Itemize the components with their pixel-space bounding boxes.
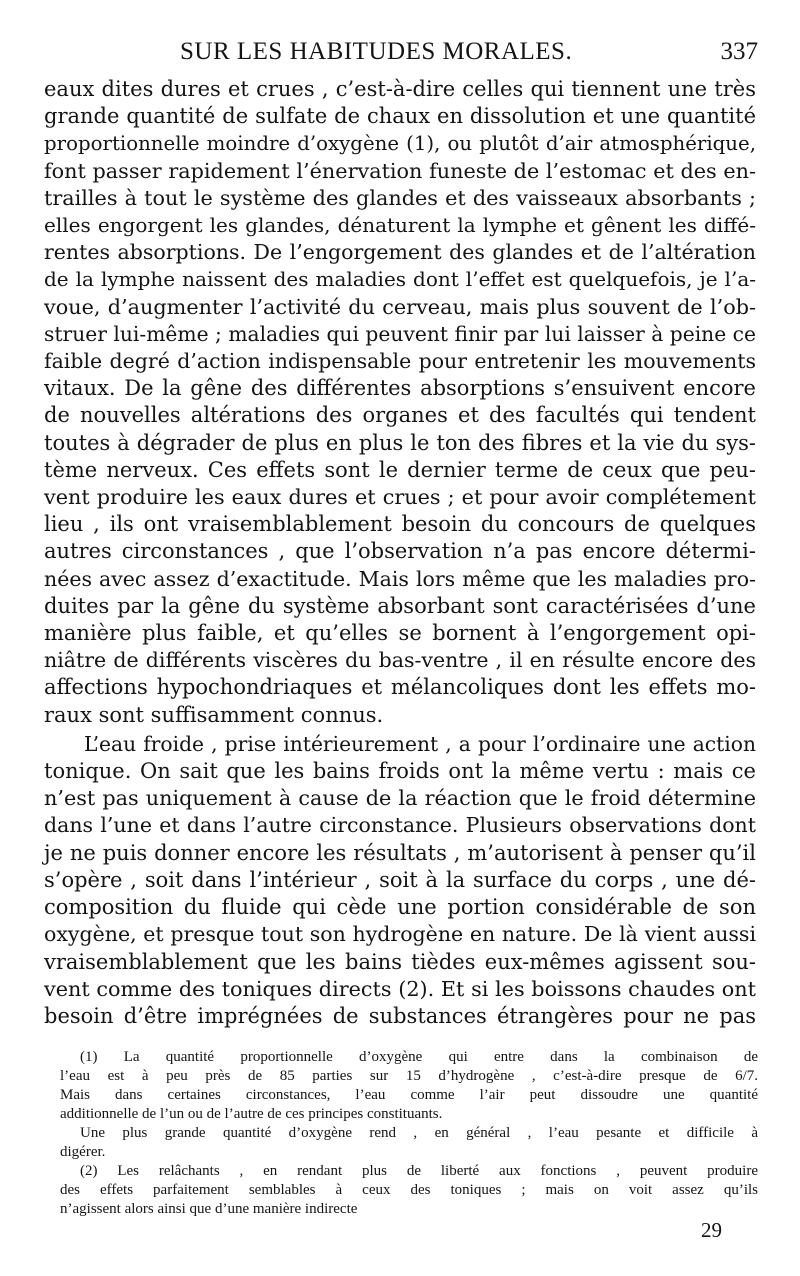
signature-mark: 29 xyxy=(701,1218,722,1242)
text-line: composition du fluide qui cède une portion considérable de son xyxy=(44,895,756,920)
running-title: SUR LES HABITUDES MORALES. xyxy=(180,38,573,65)
text-line: besoin d’être imprégnées de substances étrangères pour ne pas xyxy=(44,1003,756,1028)
text-line: affections hypochondriaques et mélancoliques dont les effets mo- xyxy=(44,675,756,700)
footnotes xyxy=(60,1048,758,1219)
footnote-line: additionnelle de l’un ou de l’autre de ces principes constituants. xyxy=(60,1106,443,1122)
footnote-line: Mais dans certaines circonstances, l’eau comme l’air peut dissoudre une quantité xyxy=(60,1087,758,1103)
text-line: tonique. On sait que les bains froids ont la même vertu : mais ce xyxy=(44,759,756,784)
text-line: vent comme des toniques directs (2). Et si les boissons chaudes ont xyxy=(44,976,756,1001)
text-line: vitaux. De la gêne des différentes absorptions s’ensuivent encore xyxy=(44,376,756,401)
text-line: voue, d’augmenter l’activité du cerveau, mais plus souvent de l’ob- xyxy=(44,294,756,319)
text-line: toutes à dégrader de plus en plus le ton des fibres et la vie du sys- xyxy=(44,430,756,455)
text-line: lieu , ils ont vraisemblablement besoin du concours de quelques xyxy=(44,512,756,537)
text-line: font passer rapidement l’énervation funeste de l’estomac et des en- xyxy=(44,158,756,183)
text-line: raux sont suffisamment connus. xyxy=(44,702,384,727)
text-line: s’opère , soit dans l’intérieur , soit à la surface du corps , une dé- xyxy=(44,867,756,892)
text-line: trailles à tout le système des glandes et des vaisseaux absorbants ; xyxy=(44,185,756,210)
footnote-line: des effets parfaitement semblables à ceux des toniques ; mais on voit assez qu’ils xyxy=(60,1182,758,1198)
text-line: duites par la gêne du système absorbant sont caractérisées d’une xyxy=(44,593,756,618)
text-line: proportionnelle moindre d’oxygène (1), ou plutôt d’air atmosphérique, xyxy=(44,132,756,156)
text-line: tème nerveux. Ces effets sont le dernier terme de ceux que peu- xyxy=(44,457,756,482)
text-line: grande quantité de sulfate de chaux en dissolution et une quantité xyxy=(44,104,756,129)
text-line: autres circonstances , que l’observation n’a pas encore détermi- xyxy=(44,539,756,564)
text-line: n’est pas uniquement à cause de la réaction que le froid détermine xyxy=(44,786,756,811)
footnote-line: (1) La quantité proportionnelle d’oxygène qui entre dans la combinaison de xyxy=(80,1049,758,1065)
text-line: elles engorgent les glandes, dénaturent la lymphe et gênent les diffé- xyxy=(44,213,756,238)
text-line: faible degré d’action indispensable pour entretenir les mouvements xyxy=(44,349,756,374)
text-line: rentes absorptions. De l’engorgement des glandes et de l’altération xyxy=(44,240,756,265)
text-line: de nouvelles altérations des organes et des facultés qui tendent xyxy=(44,403,756,428)
text-line: je ne puis donner encore les résultats , m’autorisent à penser qu’il xyxy=(44,840,756,865)
text-line: vraisemblablement que les bains tièdes eux-mêmes agissent sou- xyxy=(44,949,756,974)
text-line: niâtre de différents viscères du bas-ventre , il en résulte encore des xyxy=(44,648,756,673)
page-number: 337 xyxy=(720,38,758,65)
footnote-line: (2) Les relâchants , en rendant plus de liberté aux fonctions , peuvent produire xyxy=(80,1163,758,1179)
text-line: nées avec assez d’exactitude. Mais lors même que les maladies pro- xyxy=(44,566,756,591)
text-line: struer lui-même ; maladies qui peuvent finir par lui laisser à peine ce xyxy=(44,321,756,346)
text-line: dans l’une et dans l’autre circonstance. Plusieurs observations dont xyxy=(44,813,756,838)
footnote-line: n’agissent alors ainsi que d’une manière indirecte xyxy=(60,1201,358,1217)
text-line: oxygène, et presque tout son hydrogène en nature. De là vient aussi xyxy=(44,922,756,947)
footnote-line: l’eau est à peu près de 85 parties sur 15 d’hydrogène , c’est-à-dire presque de 6/7. xyxy=(60,1068,758,1084)
running-header xyxy=(0,38,800,70)
text-line: eaux dites dures et crues , c’est-à-dire celles qui tiennent une très xyxy=(44,77,756,101)
footnote-line: digérer. xyxy=(60,1144,106,1160)
footnote-line: Une plus grande quantité d’oxygène rend , en général , l’eau pesante et difficile à xyxy=(80,1125,758,1141)
text-line: L’eau froide , prise intérieurement , a pour l’ordinaire une action xyxy=(84,731,756,756)
text-line: manière plus faible, et qu’elles se bornent à l’engorgement opi- xyxy=(44,621,756,646)
text-line: de la lymphe naissent des maladies dont l’effet est quelquefois, je l’a- xyxy=(44,267,756,292)
main-text xyxy=(44,76,756,1030)
text-line: vent produire les eaux dures et crues ; et pour avoir complétement xyxy=(44,485,756,510)
